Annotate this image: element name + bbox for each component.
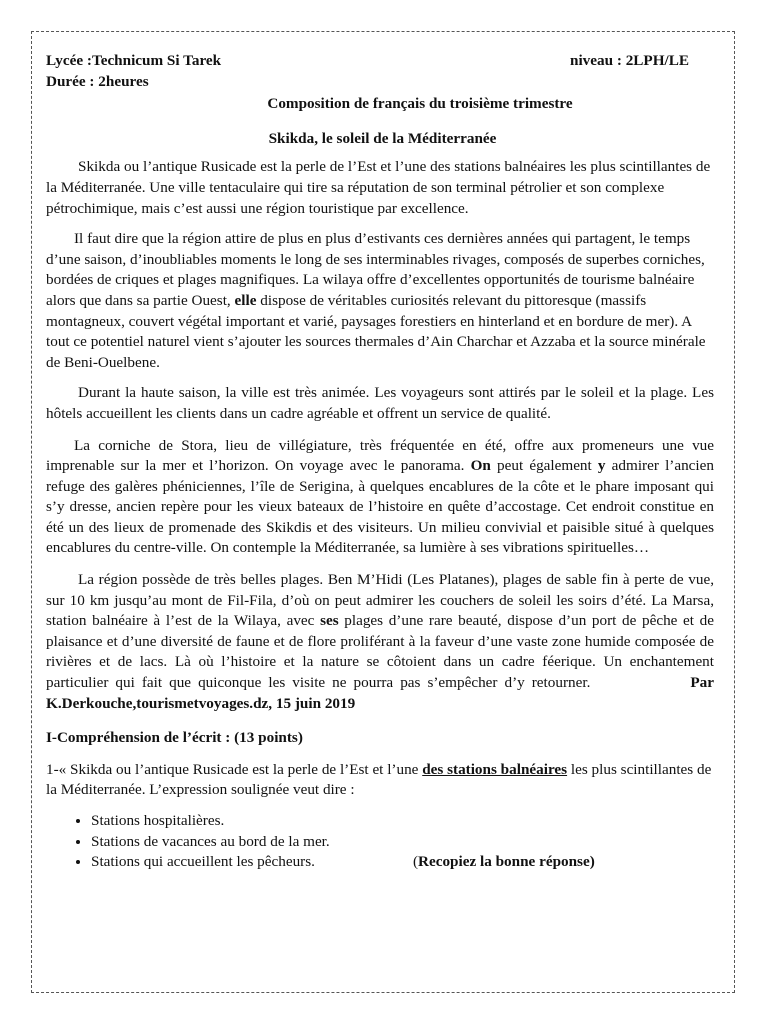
paragraph-4-bold-on: On: [470, 457, 491, 475]
paragraph-2-text-a: Il faut dire que la région attire de plus en plus d’estivants ces dernières années qui partagent, le temps d’une saison, d’inoubliables moments le long de ses interminables rivages, composés de superbes corniches, bordées de criques et plages magnifiques. La wilaya offre d’excellentes opportunités de tourisme balnéaire alors que dans sa partie Ouest,: [46, 230, 705, 309]
exam-duration: Durée : 2heures: [46, 72, 149, 90]
paragraph-5-bold: ses: [320, 612, 339, 630]
answer-option: • Stations de vacances au bord de la mer.: [91, 832, 714, 853]
school-name: Lycée :Technicum Si Tarek: [46, 52, 222, 69]
paragraph-4-text-a: La corniche de Stora, lieu de villégiature, très fréquentée en été, offre aux promeneurs une vue imprenable sur la mer et l’horizon. On voyage avec le panorama.: [46, 436, 714, 475]
paragraph-4-text-c: admirer l’ancien refuge des galères phéniciennes, l’île de Serigina, à quelques encablures de la côte et le phare imposant qui s’y dresse, ancien repère pour les vieux bateaux de l’histoire en quête d’accostage. Cet endroit constitue en été un des lieux de promenade des Skikdis et des visiteurs. Un milieu convivial et paisible situé à quelques encablures du centre-ville. On contemple la Méditerranée, sa lumière à ses vibrations spirituelles…: [46, 457, 714, 557]
paragraph-2: [46, 229, 714, 373]
question-1-underlined: des stations balnéaires: [422, 760, 568, 778]
answer-options: [46, 811, 714, 873]
paragraph-4-bold-y: y: [597, 457, 606, 475]
paragraph-5: [46, 570, 714, 714]
paragraph-4-text-b: peut également: [490, 457, 598, 475]
text-title: Skikda, le soleil de la Méditerranée: [268, 129, 497, 147]
header-row: [46, 51, 714, 72]
paragraph-5-text-a: La région possède de très belles plages. Ben M’Hidi (Les Platanes), plages de sable fin à perte de vue, sur 10 km jusqu’au mont de Fil-Fila, d’où on peut admirer les couchers de soleil les soirs d’été. La Marsa, station balnéaire à l’est de la Wilaya, avec: [46, 571, 714, 630]
paragraph-5-text-b: plages d’une rare beauté, dispose d’un port de pêche et de plaisance et d’une diversité de faune et de flore proliférant à la faveur d’une vaste zone humide composée de rivières et de lacs. Là où l’histoire et la nature se côtoient dans un cadre féerique. Un enchantement particulier qui fait que quiconque les visite ne pourra pas s’empêcher d’y retourner.: [46, 612, 714, 692]
document-body: [46, 51, 714, 873]
question-1-text-a: 1-« Skikda ou l’antique Rusicade est la perle de l’Est et l’une: [46, 760, 423, 778]
paragraph-2-bold: elle: [234, 291, 257, 309]
paragraph-1: Skikda ou l’antique Rusicade est la perle de l’Est et l’une des stations balnéaires les plus scintillantes de la Méditerranée. Une ville tentaculaire qui tire sa réputation de son terminal pétrolier et son complexe pétrochimique, mais c’est aussi une région touristique par excellence.: [46, 158, 711, 217]
class-level: niveau : 2LPH/LE: [570, 52, 689, 69]
answer-option: [91, 852, 714, 873]
instruction-text: Recopiez la bonne réponse): [418, 853, 595, 871]
text-source: Par K.Derkouche,tourismetvoyages.dz, 15 juin 2019: [46, 674, 714, 712]
question-1: [46, 760, 714, 801]
paragraph-4: [46, 436, 714, 560]
answer-option: • Stations hospitalières.: [91, 811, 714, 832]
question-1-text-b: les plus scintillantes de la Méditerranée. L’expression soulignée veut dire :: [46, 760, 712, 799]
instruction-paren: (: [412, 853, 419, 871]
comprehension-section-title: I-Compréhension de l’écrit : (13 points): [46, 729, 303, 747]
instruction: [413, 853, 595, 870]
paragraph-3: Durant la haute saison, la ville est très animée. Les voyageurs sont attirés par le soleil et la plage. Les hôtels accueillent les clients dans un cadre agréable et offrent un service de qualité.: [46, 384, 714, 422]
paragraph-2-text-b: dispose de véritables curiosités relevant du pittoresque (massifs montagneux, couvert végétal important et varié, paysages forestiers en hinterland et en bordure de mer). A tout ce potentiel naturel vient s’ajouter les sources thermales d’Ain Charchar et Azzaba et la source minérale de Beni-Ouelbene.: [46, 291, 706, 371]
exam-title: Composition de français du troisième trimestre: [267, 95, 573, 113]
answer-option-text: Stations qui accueillent les pêcheurs.: [91, 853, 315, 871]
